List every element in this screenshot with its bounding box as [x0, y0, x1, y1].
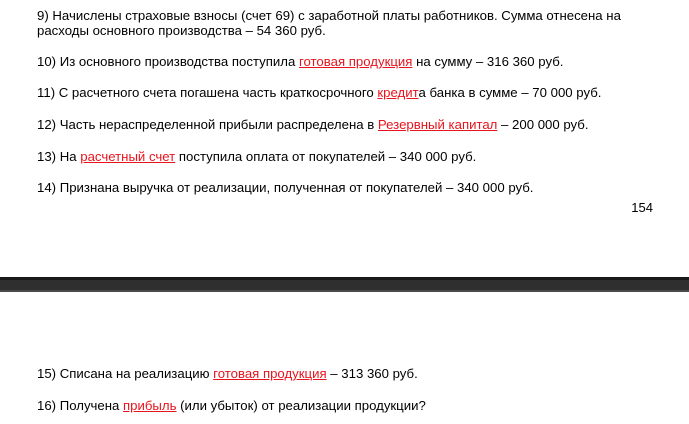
item-11 [37, 85, 677, 101]
item-11-text-after: а банка в сумме – 70 000 руб. [418, 85, 602, 100]
item-15 [37, 366, 677, 382]
link-finished-goods[interactable]: готовая продукция [298, 54, 413, 69]
document-page-bottom [0, 292, 689, 424]
item-10-text-before: 10) Из основного производства поступила [37, 54, 299, 69]
item-12-text-after: – 200 000 руб. [497, 117, 589, 132]
item-13 [37, 149, 677, 165]
link-finished-goods-2[interactable]: готовая продукция [213, 366, 327, 381]
item-10-text-after: на сумму – 316 360 руб. [412, 54, 564, 69]
item-11-text-before: 11) С расчетного счета погашена часть краткосрочного [37, 85, 378, 100]
link-credit[interactable]: кредит [377, 85, 419, 100]
page-separator [0, 277, 689, 292]
item-10 [37, 54, 677, 70]
link-profit[interactable]: прибыль [123, 398, 177, 413]
item-14: 14) Признана выручка от реализации, полученная от покупателей – 340 000 руб. [37, 180, 534, 195]
item-15-text-after: – 313 360 руб. [326, 366, 418, 381]
link-reserve-capital[interactable]: Резервный капитал [377, 117, 498, 132]
item-16 [37, 398, 677, 414]
item-9-line-2: расходы основного производства – 54 360 руб. [37, 23, 326, 38]
item-15-text-before: 15) Списана на реализацию [37, 366, 214, 381]
page-number: 154 [631, 200, 653, 215]
item-13-text-after: поступила оплата от покупателей – 340 000 руб. [175, 149, 477, 164]
item-12 [37, 117, 677, 133]
item-16-text-before: 16) Получена [37, 398, 124, 413]
item-9-line-1: 9) Начислены страховые взносы (счет 69) с заработной платы работников. Сумма отнесена на [37, 8, 621, 23]
link-settlement-account[interactable]: расчетный счет [80, 149, 176, 164]
item-16-text-after: (или убыток) от реализации продукции? [176, 398, 426, 413]
item-13-text-before: 13) На [37, 149, 81, 164]
item-12-text-before: 12) Часть нераспределенной прибыли распределена в [37, 117, 378, 132]
